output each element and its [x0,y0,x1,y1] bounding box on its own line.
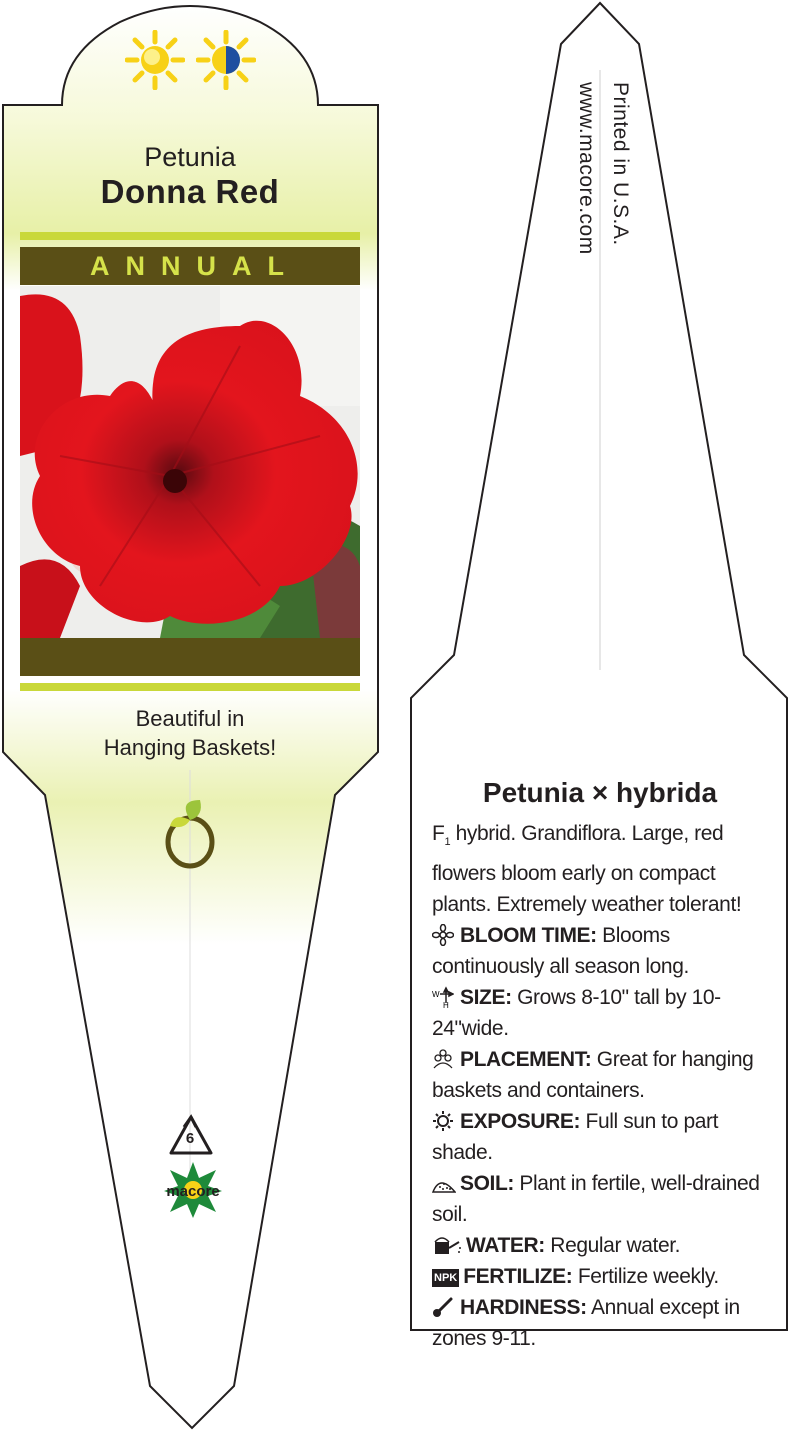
fertilize-row: NPK FERTILIZE: Fertilize weekly. [434,1265,719,1289]
part-shade-icon [196,30,256,90]
soil-row: SOIL: Plant in fertile, well-drained soil. [432,1172,760,1227]
recycle-number: 6 [185,1130,195,1147]
npk-icon: NPK [432,1269,459,1287]
hardiness-row: HARDINESS: Annual except in zones 9-11. [432,1296,740,1351]
variety-name: Donna Red [100,173,280,210]
seedling-logo-icon [160,798,220,870]
photo-bottom-band [20,638,360,676]
svg-text:H: H [443,1001,449,1009]
care-info [432,818,777,1354]
full-sun-icon [125,30,185,90]
common-name: Petunia [144,142,236,172]
flower-icon [432,924,456,946]
tagline-line-1: Beautiful in [135,706,245,731]
website-note: www.macore.com [575,82,598,255]
brand-logo-text: macore [166,1183,220,1200]
plant-cluster-icon [432,1048,456,1070]
svg-text:W: W [432,990,440,1000]
watering-can-icon [432,1234,462,1256]
tagline-line-2: Hanging Baskets! [103,735,277,760]
botanical-name: Petunia × hybrida [482,777,718,808]
exposure-row: EXPOSURE: Full sun to part shade. [432,1110,719,1165]
front-tagline [20,704,360,762]
bloom-time-row: BLOOM TIME: Blooms continuously all season long. [432,924,689,979]
category-band: ANNUAL [20,247,360,285]
size-row: W H SIZE: Grows 8-10" tall by 10-24"wide. [432,986,721,1041]
printed-in-note: Printed in U.S.A. [609,82,632,246]
thermometer-icon [432,1296,456,1318]
flower-photo [20,286,360,638]
intro-paragraph: $F_1$ hybrid. Grandiflora. Large, red flowers bloom early on compact plants. Extremely weather tolerant! [432,822,742,917]
water-row: WATER: Regular water. [432,1230,777,1261]
sun-outline-icon [432,1110,456,1132]
placement-row: PLACEMENT: Great for hanging baskets and containers. [432,1048,754,1103]
soil-mound-icon [432,1172,456,1194]
size-arrows-icon [432,986,456,1008]
